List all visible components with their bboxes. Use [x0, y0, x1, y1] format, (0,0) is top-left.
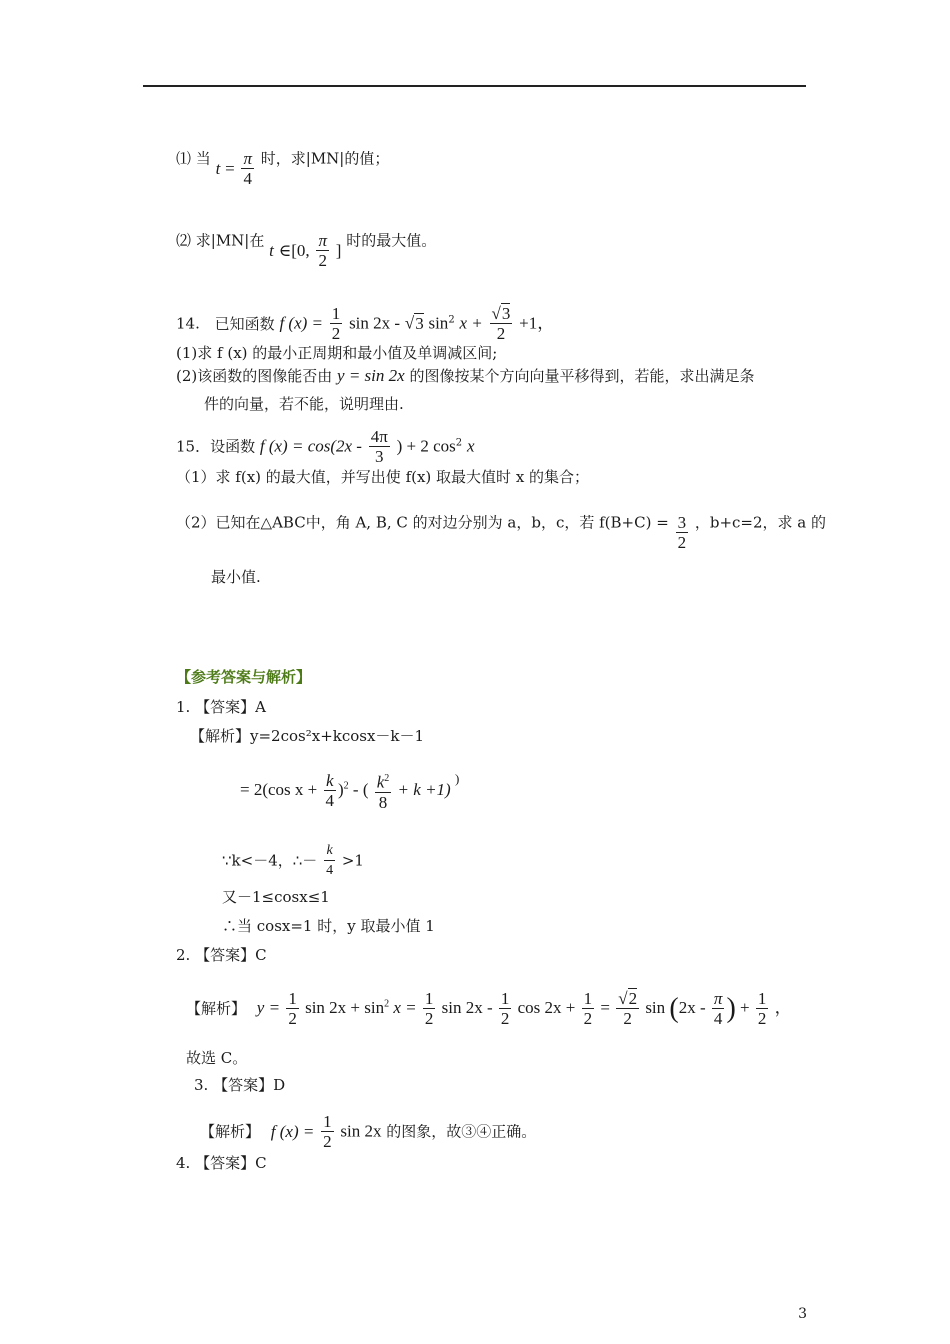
a1-eq-k2: k: [376, 772, 385, 792]
a1-since-post: >1: [341, 851, 364, 870]
q13-p1-num: π: [243, 149, 252, 168]
q15-frac-num: 4π: [370, 427, 388, 446]
a2-sol-label: 【解析】: [186, 999, 247, 1018]
a2-y: y =: [256, 998, 281, 1018]
q13-p1-den: 4: [241, 168, 254, 189]
q13-p2-label: ⑵ 求|MN|在: [176, 231, 265, 250]
q14-sq: 2: [448, 314, 455, 326]
page-number: 3: [798, 1306, 807, 1322]
a1-label: 1. 【答案】A: [176, 698, 266, 716]
q15-tail: ) + 2 cos: [396, 436, 456, 456]
a1-eq-8: 8: [375, 792, 392, 813]
a2-frac6: [712, 990, 725, 1029]
a2-lparen: (: [669, 993, 679, 1025]
q13-p2-frac: [316, 232, 329, 271]
q14-stem: [176, 305, 554, 344]
q14-part2b: 件的向量，若不能，说明理由.: [204, 395, 404, 413]
q14-tail: +1，: [519, 313, 555, 333]
a2-frac4: [582, 990, 595, 1029]
a3-fx: f (x) =: [270, 1121, 315, 1141]
a3-frac: [321, 1113, 334, 1152]
a2-d7: 2: [757, 1009, 767, 1028]
a2-rparen: ): [726, 993, 736, 1025]
a2-n1: 1: [288, 989, 297, 1008]
a2-n7: 1: [757, 989, 767, 1008]
a2-frac2: [423, 990, 436, 1029]
a3-sol-label: 【解析】: [200, 1122, 261, 1141]
q15-part2-end: 最小值.: [211, 568, 261, 586]
a3-tail: 的图象，故③④正确。: [386, 1122, 537, 1141]
a3-label: 3. 【答案】D: [194, 1076, 286, 1094]
a2-comma: ，: [774, 998, 792, 1018]
a1-also: 又－1≤cosx≤1: [222, 888, 330, 906]
a1-eq-pre: = 2(cos x +: [240, 780, 318, 800]
a1-eq-4: 4: [325, 790, 334, 810]
q15-x: x: [466, 436, 475, 456]
q14-r3num-wrap: √3: [491, 304, 511, 323]
a2-frac7: [756, 990, 769, 1029]
q14-half-num: 1: [331, 304, 341, 323]
a1-eq-frac1: [324, 772, 337, 811]
q14-p2a-post: 的图像按某个方向向量平移得到，若能，求出满足条: [409, 367, 755, 385]
q15-sq: 2: [455, 437, 463, 449]
q15-p2-post: ，b+c=2，求 a 的: [694, 513, 827, 532]
a1-eq-k: k: [325, 770, 334, 790]
a2-r2: 2: [628, 989, 638, 1008]
a3-tail-math: sin 2x: [340, 1121, 382, 1141]
a1-eq-end: + k +1): [397, 780, 451, 800]
a1-eq-stray: ): [454, 771, 460, 787]
a2-n4: 1: [583, 989, 593, 1008]
a1-since-frac: [324, 842, 335, 881]
answers-heading: 【参考答案与解析】: [176, 668, 312, 686]
a2-solution: [186, 990, 792, 1029]
q14-r3half: [490, 305, 513, 344]
q15-num: 15．设函数: [176, 437, 256, 456]
a2-math: [256, 989, 792, 1028]
a2-r2-wrap: √2: [618, 989, 638, 1008]
a1-thus: ∴当 cosx=1 时，y 取最小值 1: [222, 917, 435, 935]
q14-sin: sin: [428, 313, 449, 333]
header-rule: [143, 85, 806, 87]
a2-t6: sin: [645, 998, 666, 1018]
a1-equation: [240, 770, 459, 813]
q15-frac-den: 3: [369, 446, 390, 467]
a1-solution: 【解析】y=2cos²x+kcosx－k－1: [190, 727, 425, 745]
q15-p2-den: 2: [677, 533, 687, 552]
q14-x: x +: [459, 313, 483, 333]
q14-root3: 3: [415, 313, 424, 333]
a4-label: 4. 【答案】C: [176, 1154, 267, 1172]
a2-frac5: [616, 990, 639, 1029]
q13-p2-in: ∈[0,: [278, 240, 310, 260]
q13-p1-tail: 时，求|MN|的值；: [260, 149, 390, 168]
a2-pi: π: [713, 989, 723, 1008]
q14-r3den: 2: [490, 323, 513, 344]
q15-p2-pre: （2）已知在△ABC中，角 A, B, C 的对边分别为 a，b，c，若 f(B+C) =: [176, 513, 669, 532]
q14-num: 14.: [176, 314, 200, 333]
a2-t1: sin 2x + sin: [305, 998, 385, 1018]
a2-frac3: [499, 990, 512, 1029]
a2-t3: sin 2x -: [441, 998, 493, 1018]
a2-choose: 故选 C。: [186, 1049, 248, 1067]
a2-t8: +: [740, 998, 750, 1018]
q15-stem: [176, 428, 475, 467]
a2-d6: 4: [712, 1008, 725, 1029]
q13-p2-close: ]: [335, 240, 342, 260]
a1-since: [222, 842, 364, 881]
a2-sq: 2: [384, 998, 390, 1010]
q14-half: [330, 305, 343, 344]
a2-frac1: [286, 990, 299, 1029]
a2-t5: =: [600, 998, 610, 1018]
a3-solution: [200, 1113, 536, 1152]
q14-p2a-math: y = sin 2x: [337, 366, 405, 385]
a1-eq-k2-wrap: [375, 770, 392, 792]
q13-p1-t: t: [215, 158, 221, 178]
q14-sin2x: sin 2x -: [349, 313, 401, 333]
q13-part1: [176, 140, 390, 188]
q13-part2: [176, 222, 437, 270]
q15-fx: f (x) = cos(2x -: [259, 436, 362, 456]
q14-root-sign: √3: [404, 313, 424, 333]
a1-eq-frac2: [375, 770, 392, 813]
q14-fx: f (x) =: [279, 313, 323, 333]
a1-eq-sq: 2: [343, 780, 349, 792]
a2-d4: 2: [583, 1009, 593, 1028]
q13-p1-frac: [241, 150, 254, 189]
a2-d3: 2: [500, 1009, 510, 1028]
q14-p2a-pre: (2)该函数的图像能否由: [176, 367, 333, 385]
q15-part2: [176, 504, 827, 552]
q13-p1-eq: =: [225, 158, 235, 178]
q14-part2a: [176, 366, 754, 386]
a1-since-pre: ∵k<－4，∴－: [222, 851, 318, 870]
a2-d1: 2: [288, 1009, 297, 1028]
q14-part1: (1)求 f (x) 的最小正周期和最小值及单调减区间;: [176, 344, 498, 362]
a2-d5: 2: [616, 1008, 639, 1029]
q13-p2-num: π: [318, 231, 327, 250]
q13-p2-den: 2: [316, 250, 329, 271]
a1-eq-minus: - (: [352, 780, 369, 800]
a3-n: 1: [323, 1112, 332, 1131]
a1-eq-mid: ): [338, 780, 344, 800]
q14-half-den: 2: [331, 324, 341, 343]
q15-frac: [369, 428, 390, 467]
a3-d: 2: [323, 1132, 332, 1151]
a1-eq-k2sq: 2: [384, 773, 390, 784]
a2-t2: x =: [393, 998, 417, 1018]
q15-p2-frac: [676, 514, 689, 553]
q13-p1-label: ⑴ 当: [176, 149, 211, 168]
q14-stem-text: 已知函数: [214, 314, 275, 333]
q15-part1: （1）求 f(x) 的最大值，并写出使 f(x) 取最大值时 x 的集合；: [176, 468, 590, 486]
a2-t4: cos 2x +: [517, 998, 576, 1018]
q13-p2-tail: 时的最大值。: [346, 231, 437, 250]
a2-n2: 1: [424, 989, 434, 1008]
q14-r3num: 3: [501, 304, 511, 323]
a2-d2: 2: [424, 1009, 434, 1028]
q13-p2-t: t: [269, 240, 274, 260]
a2-n3: 1: [500, 989, 510, 1008]
a1-since-k: k: [326, 843, 333, 858]
a2-t7: 2x -: [678, 998, 706, 1018]
a2-label: 2. 【答案】C: [176, 946, 267, 964]
a1-since-4: 4: [324, 860, 335, 881]
q15-p2-num: 3: [677, 513, 687, 532]
